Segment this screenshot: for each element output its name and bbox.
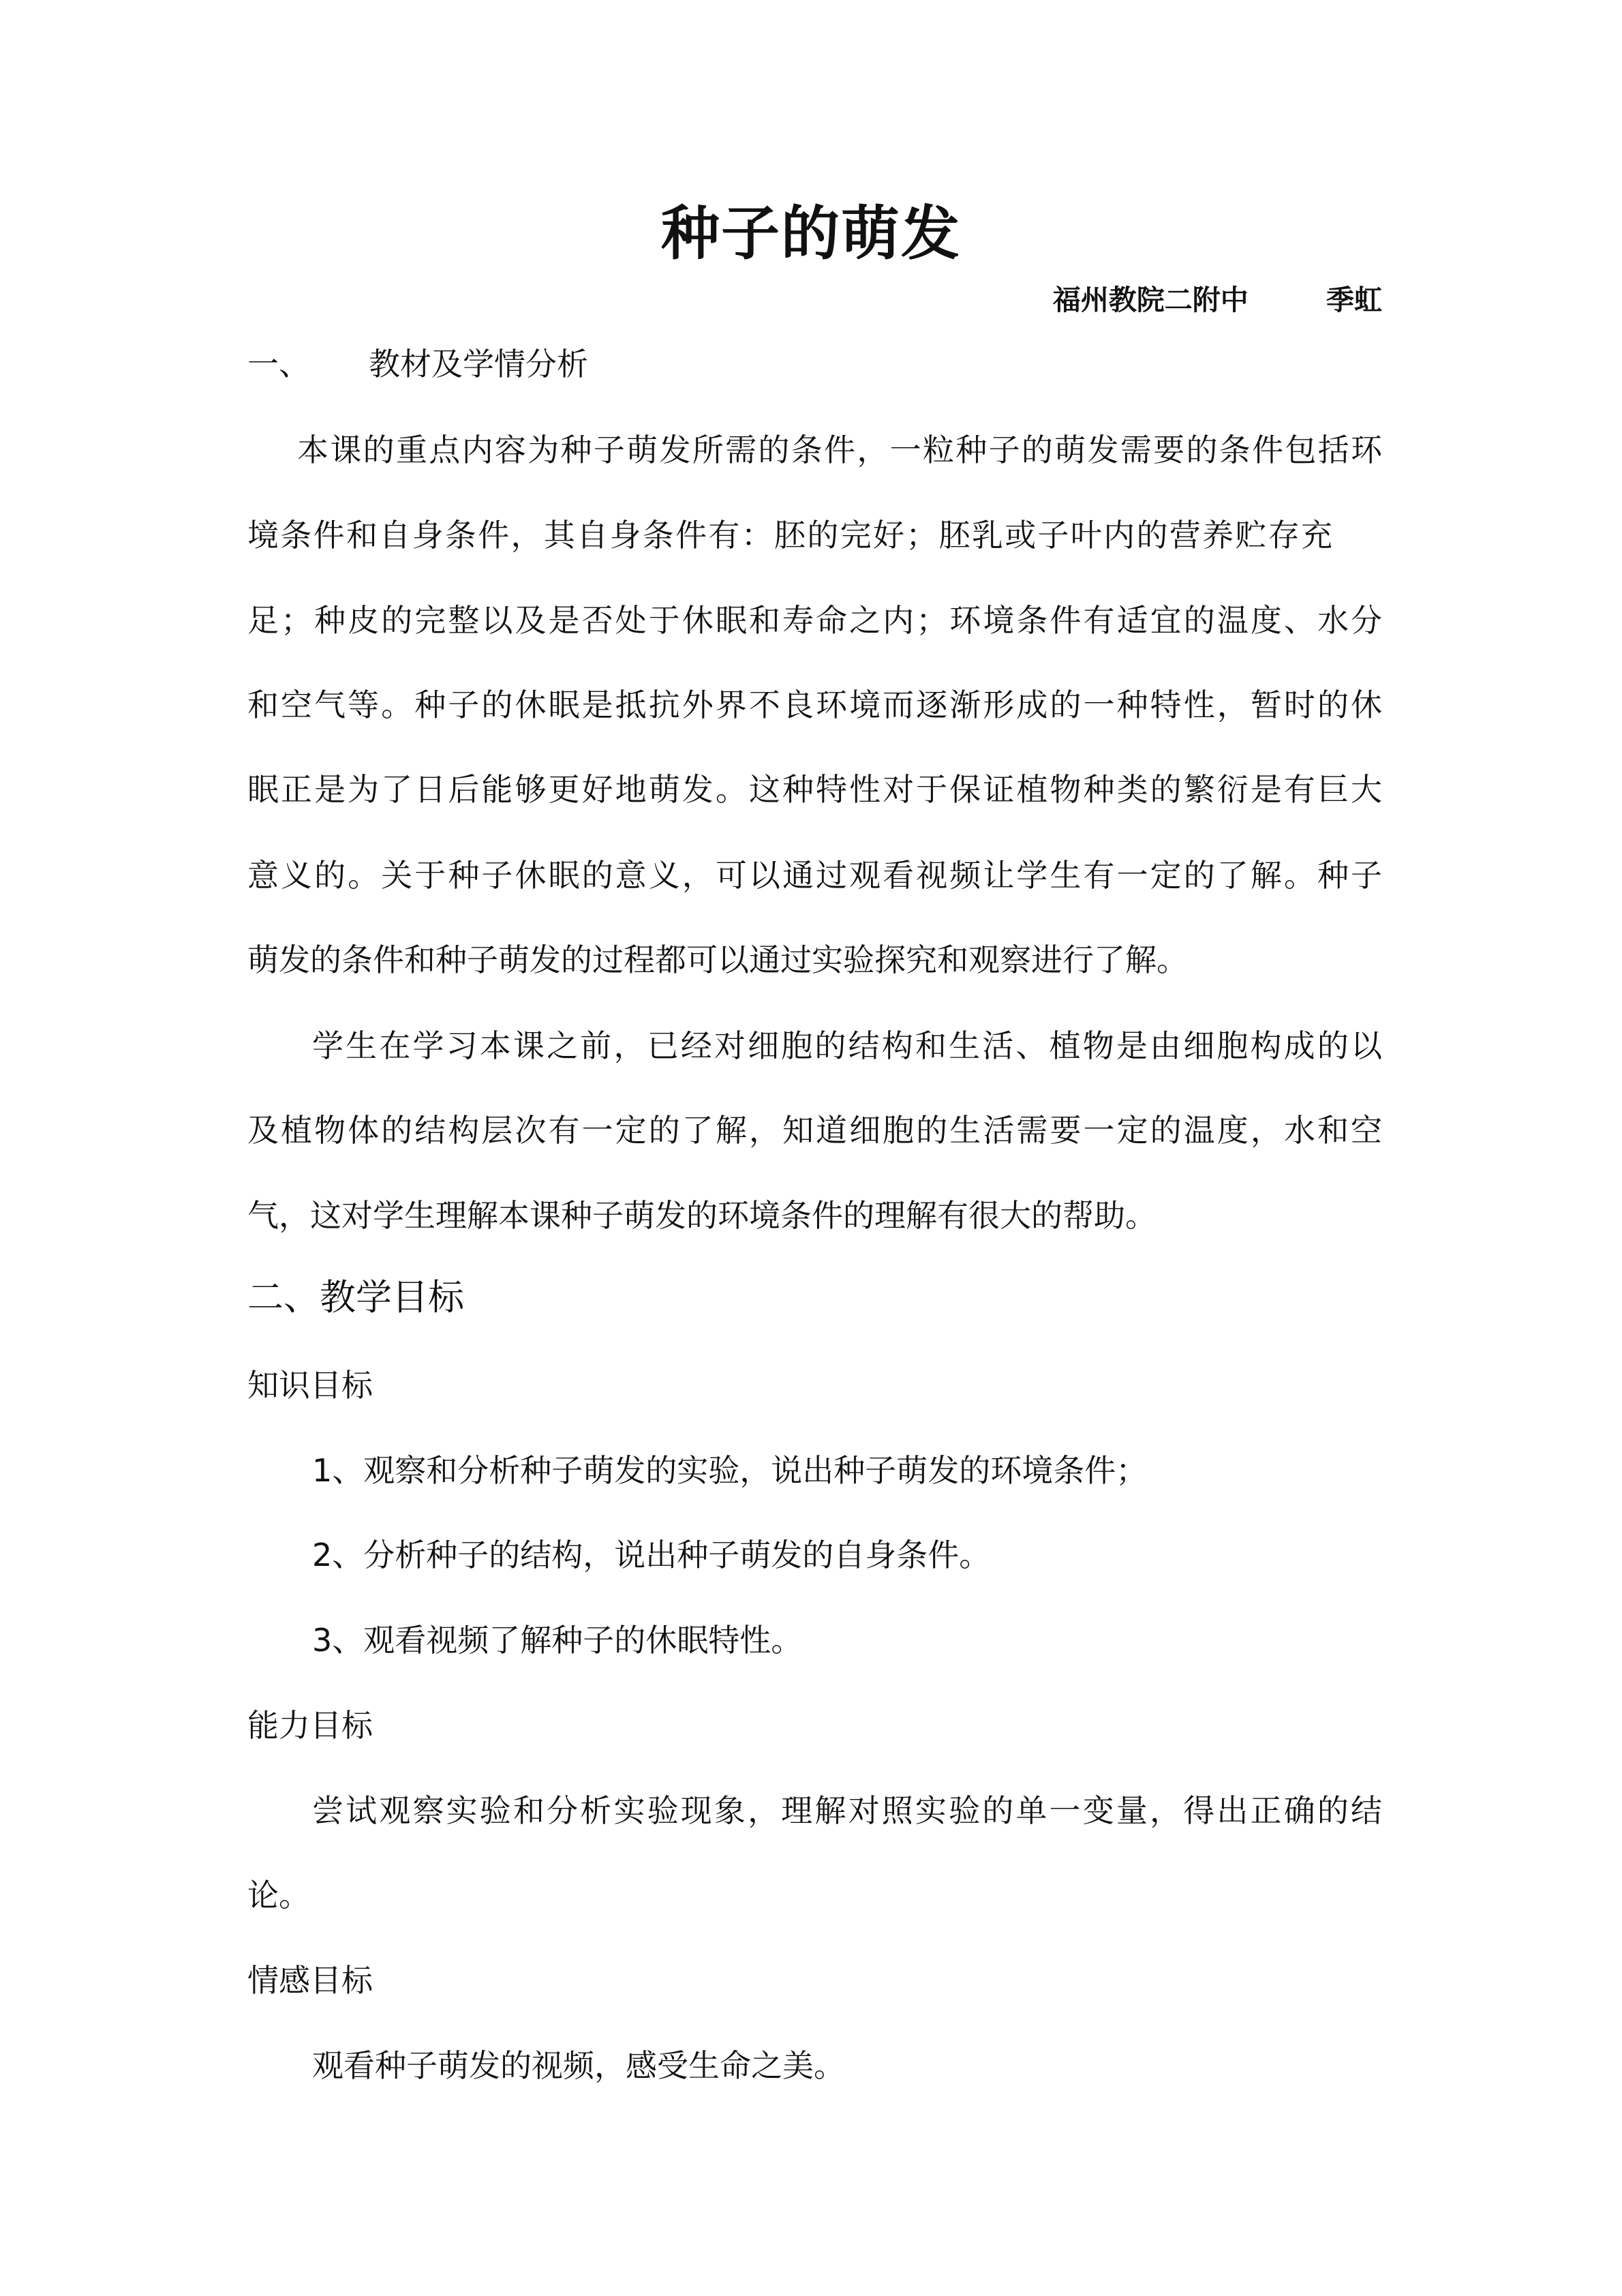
- author-byline: [1053, 281, 1382, 319]
- objective-item: 2、分析种子的结构，说出种子萌发的自身条件。: [312, 1537, 991, 1573]
- objective-item: 3、观看视频了解种子的休眠特性。: [312, 1622, 803, 1659]
- section-heading-1: [247, 344, 588, 384]
- paragraph-line: 境条件和自身条件，其自身条件有：胚的完好；胚乳或子叶内的营养贮存充: [247, 517, 1332, 554]
- paragraph-line: 尝试观察实验和分析实验现象，理解对照实验的单一变量，得出正确的结: [312, 1792, 1382, 1829]
- paragraph-line: 论。: [247, 1877, 310, 1914]
- paragraph-line: 本课的重点内容为种子萌发所需的条件，一粒种子的萌发需要的条件包括环: [297, 432, 1382, 468]
- document-title: 种子的萌发: [661, 200, 961, 268]
- paragraph-line: 和空气等。种子的休眠是抵抗外界不良环境而逐渐形成的一种特性，暂时的休: [247, 686, 1382, 723]
- paragraph-line: 及植物体的结构层次有一定的了解，知道细胞的生活需要一定的温度，水和空: [247, 1112, 1382, 1149]
- author-name: 季虹: [1326, 284, 1382, 316]
- section-number: 一、: [247, 346, 310, 382]
- paragraph-line: 观看种子萌发的视频，感受生命之美。: [312, 2047, 845, 2084]
- section-heading-text: 教材及学情分析: [369, 346, 588, 382]
- paragraph-line: 学生在学习本课之前，已经对细胞的结构和生活、植物是由细胞构成的以: [312, 1027, 1382, 1064]
- paragraph-line: 意义的。关于种子休眠的意义，可以通过观看视频让学生有一定的了解。种子: [247, 857, 1382, 894]
- paragraph-line: 足；种皮的完整以及是否处于休眠和寿命之内；环境条件有适宜的温度、水分: [247, 602, 1382, 639]
- author-school: 福州教院二附中: [1052, 284, 1249, 316]
- paragraph-line: 气，这对学生理解本课种子萌发的环境条件的理解有很大的帮助。: [247, 1197, 1157, 1234]
- subheading-emotion: 情感目标: [247, 1962, 373, 1999]
- objective-item: 1、观察和分析种子萌发的实验，说出种子萌发的环境条件；: [312, 1452, 1148, 1489]
- subheading-ability: 能力目标: [247, 1707, 373, 1744]
- paragraph-line: 萌发的条件和种子萌发的过程都可以通过实验探究和观察进行了解。: [247, 941, 1188, 978]
- paragraph-line: 眠正是为了日后能够更好地萌发。这种特性对于保证植物种类的繁衍是有巨大: [247, 771, 1382, 808]
- subheading-knowledge: 知识目标: [247, 1367, 373, 1404]
- section-heading-2: 二、教学目标: [247, 1277, 464, 1318]
